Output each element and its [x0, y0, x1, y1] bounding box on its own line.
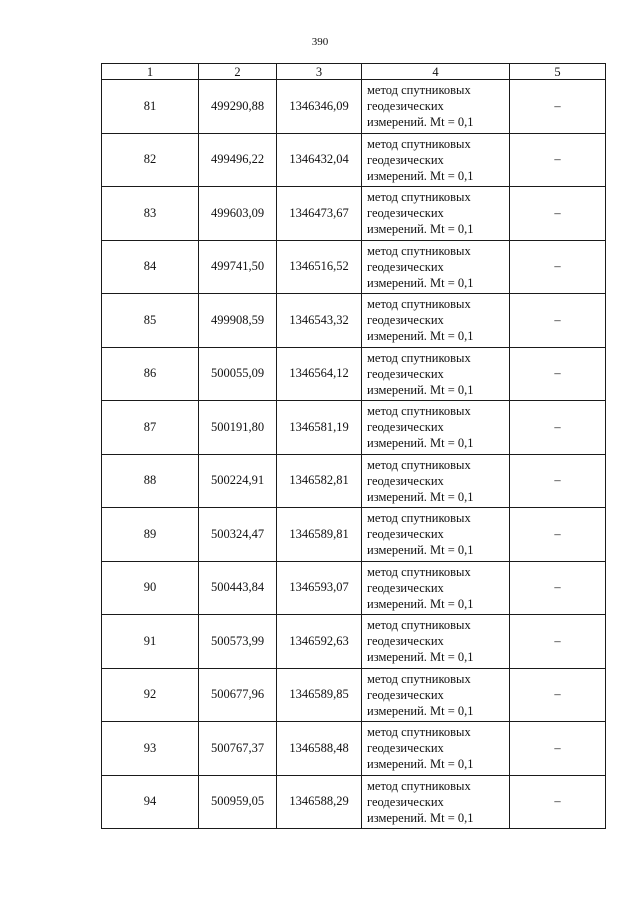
- x-coordinate-cell: 500324,47: [199, 508, 277, 562]
- method-cell: [362, 668, 510, 722]
- method-line: метод спутниковых: [367, 190, 471, 205]
- method-line: измерений. Mt = 0,1: [367, 115, 474, 130]
- point-number-cell: 86: [102, 347, 199, 401]
- header-row: [102, 64, 606, 80]
- method-line: измерений. Mt = 0,1: [367, 489, 474, 504]
- method-line: геодезических: [367, 152, 444, 167]
- note-cell: –: [510, 240, 606, 294]
- x-coordinate-cell: 500224,91: [199, 454, 277, 508]
- method-cell: [362, 401, 510, 455]
- y-coordinate-cell: 1346588,29: [277, 775, 362, 829]
- method-line: измерений. Mt = 0,1: [367, 168, 474, 183]
- table-row: [102, 668, 606, 722]
- point-number-cell: 92: [102, 668, 199, 722]
- table-row: [102, 775, 606, 829]
- y-coordinate-cell: 1346588,48: [277, 722, 362, 776]
- x-coordinate-cell: 499496,22: [199, 133, 277, 187]
- y-coordinate-cell: 1346473,67: [277, 187, 362, 241]
- method-cell: [362, 133, 510, 187]
- method-line: метод спутниковых: [367, 511, 471, 526]
- x-coordinate-cell: 500959,05: [199, 775, 277, 829]
- method-line: измерений. Mt = 0,1: [367, 222, 474, 237]
- note-cell: –: [510, 775, 606, 829]
- x-coordinate-cell: 500055,09: [199, 347, 277, 401]
- point-number-cell: 87: [102, 401, 199, 455]
- method-line: метод спутниковых: [367, 350, 471, 365]
- point-number-cell: 89: [102, 508, 199, 562]
- method-line: геодезических: [367, 366, 444, 381]
- method-line: геодезических: [367, 99, 444, 114]
- method-cell: [362, 80, 510, 134]
- method-line: измерений. Mt = 0,1: [367, 329, 474, 344]
- method-cell: [362, 347, 510, 401]
- header-col-2: 2: [199, 64, 277, 80]
- method-cell: [362, 775, 510, 829]
- method-line: метод спутниковых: [367, 671, 471, 686]
- x-coordinate-cell: 500573,99: [199, 615, 277, 669]
- method-line: метод спутниковых: [367, 618, 471, 633]
- method-line: геодезических: [367, 206, 444, 221]
- method-line: измерений. Mt = 0,1: [367, 596, 474, 611]
- table-row: [102, 508, 606, 562]
- x-coordinate-cell: 500191,80: [199, 401, 277, 455]
- point-number-cell: 85: [102, 294, 199, 348]
- note-cell: –: [510, 294, 606, 348]
- table-row: [102, 454, 606, 508]
- y-coordinate-cell: 1346564,12: [277, 347, 362, 401]
- method-cell: [362, 294, 510, 348]
- table-row: [102, 294, 606, 348]
- method-cell: [362, 454, 510, 508]
- method-line: геодезических: [367, 473, 444, 488]
- method-line: измерений. Mt = 0,1: [367, 543, 474, 558]
- method-line: геодезических: [367, 580, 444, 595]
- y-coordinate-cell: 1346543,32: [277, 294, 362, 348]
- method-line: метод спутниковых: [367, 243, 471, 258]
- header-col-4: 4: [362, 64, 510, 80]
- point-number-cell: 84: [102, 240, 199, 294]
- x-coordinate-cell: 500443,84: [199, 561, 277, 615]
- point-number-cell: 81: [102, 80, 199, 134]
- x-coordinate-cell: 499603,09: [199, 187, 277, 241]
- point-number-cell: 88: [102, 454, 199, 508]
- method-line: геодезических: [367, 259, 444, 274]
- method-line: метод спутниковых: [367, 136, 471, 151]
- table-row: [102, 240, 606, 294]
- table-row: [102, 401, 606, 455]
- y-coordinate-cell: 1346581,19: [277, 401, 362, 455]
- note-cell: –: [510, 722, 606, 776]
- method-line: геодезических: [367, 794, 444, 809]
- method-cell: [362, 508, 510, 562]
- x-coordinate-cell: 499290,88: [199, 80, 277, 134]
- y-coordinate-cell: 1346582,81: [277, 454, 362, 508]
- header-col-5: 5: [510, 64, 606, 80]
- y-coordinate-cell: 1346593,07: [277, 561, 362, 615]
- x-coordinate-cell: 499908,59: [199, 294, 277, 348]
- y-coordinate-cell: 1346592,63: [277, 615, 362, 669]
- header-col-3: 3: [277, 64, 362, 80]
- method-line: геодезических: [367, 634, 444, 649]
- table-row: [102, 561, 606, 615]
- method-cell: [362, 615, 510, 669]
- table-row: [102, 615, 606, 669]
- method-line: измерений. Mt = 0,1: [367, 703, 474, 718]
- method-line: измерений. Mt = 0,1: [367, 757, 474, 772]
- table-row: [102, 187, 606, 241]
- method-line: метод спутниковых: [367, 83, 471, 98]
- note-cell: –: [510, 80, 606, 134]
- x-coordinate-cell: 500677,96: [199, 668, 277, 722]
- note-cell: –: [510, 133, 606, 187]
- y-coordinate-cell: 1346432,04: [277, 133, 362, 187]
- method-line: метод спутниковых: [367, 297, 471, 312]
- note-cell: –: [510, 668, 606, 722]
- y-coordinate-cell: 1346589,85: [277, 668, 362, 722]
- note-cell: –: [510, 615, 606, 669]
- method-line: измерений. Mt = 0,1: [367, 382, 474, 397]
- table-row: [102, 80, 606, 134]
- note-cell: –: [510, 454, 606, 508]
- x-coordinate-cell: 500767,37: [199, 722, 277, 776]
- method-line: измерений. Mt = 0,1: [367, 275, 474, 290]
- table-row: [102, 722, 606, 776]
- point-number-cell: 83: [102, 187, 199, 241]
- header-col-1: 1: [102, 64, 199, 80]
- method-cell: [362, 187, 510, 241]
- x-coordinate-cell: 499741,50: [199, 240, 277, 294]
- method-cell: [362, 561, 510, 615]
- method-line: метод спутниковых: [367, 725, 471, 740]
- note-cell: –: [510, 508, 606, 562]
- method-line: геодезических: [367, 527, 444, 542]
- table-header: [102, 64, 606, 80]
- method-line: метод спутниковых: [367, 778, 471, 793]
- page-number: 390: [311, 36, 329, 48]
- method-line: измерений. Mt = 0,1: [367, 650, 474, 665]
- table-body: [102, 80, 606, 829]
- method-line: метод спутниковых: [367, 457, 471, 472]
- point-number-cell: 90: [102, 561, 199, 615]
- method-line: геодезических: [367, 420, 444, 435]
- method-cell: [362, 722, 510, 776]
- table-row: [102, 133, 606, 187]
- y-coordinate-cell: 1346516,52: [277, 240, 362, 294]
- note-cell: –: [510, 187, 606, 241]
- table-row: [102, 347, 606, 401]
- coordinates-table: [101, 63, 606, 829]
- method-line: измерений. Mt = 0,1: [367, 810, 474, 825]
- y-coordinate-cell: 1346346,09: [277, 80, 362, 134]
- note-cell: –: [510, 561, 606, 615]
- point-number-cell: 94: [102, 775, 199, 829]
- method-line: измерений. Mt = 0,1: [367, 436, 474, 451]
- method-line: геодезических: [367, 741, 444, 756]
- method-line: метод спутниковых: [367, 404, 471, 419]
- method-line: геодезических: [367, 313, 444, 328]
- point-number-cell: 93: [102, 722, 199, 776]
- point-number-cell: 82: [102, 133, 199, 187]
- point-number-cell: 91: [102, 615, 199, 669]
- method-line: геодезических: [367, 687, 444, 702]
- note-cell: –: [510, 401, 606, 455]
- method-line: метод спутниковых: [367, 564, 471, 579]
- note-cell: –: [510, 347, 606, 401]
- method-cell: [362, 240, 510, 294]
- y-coordinate-cell: 1346589,81: [277, 508, 362, 562]
